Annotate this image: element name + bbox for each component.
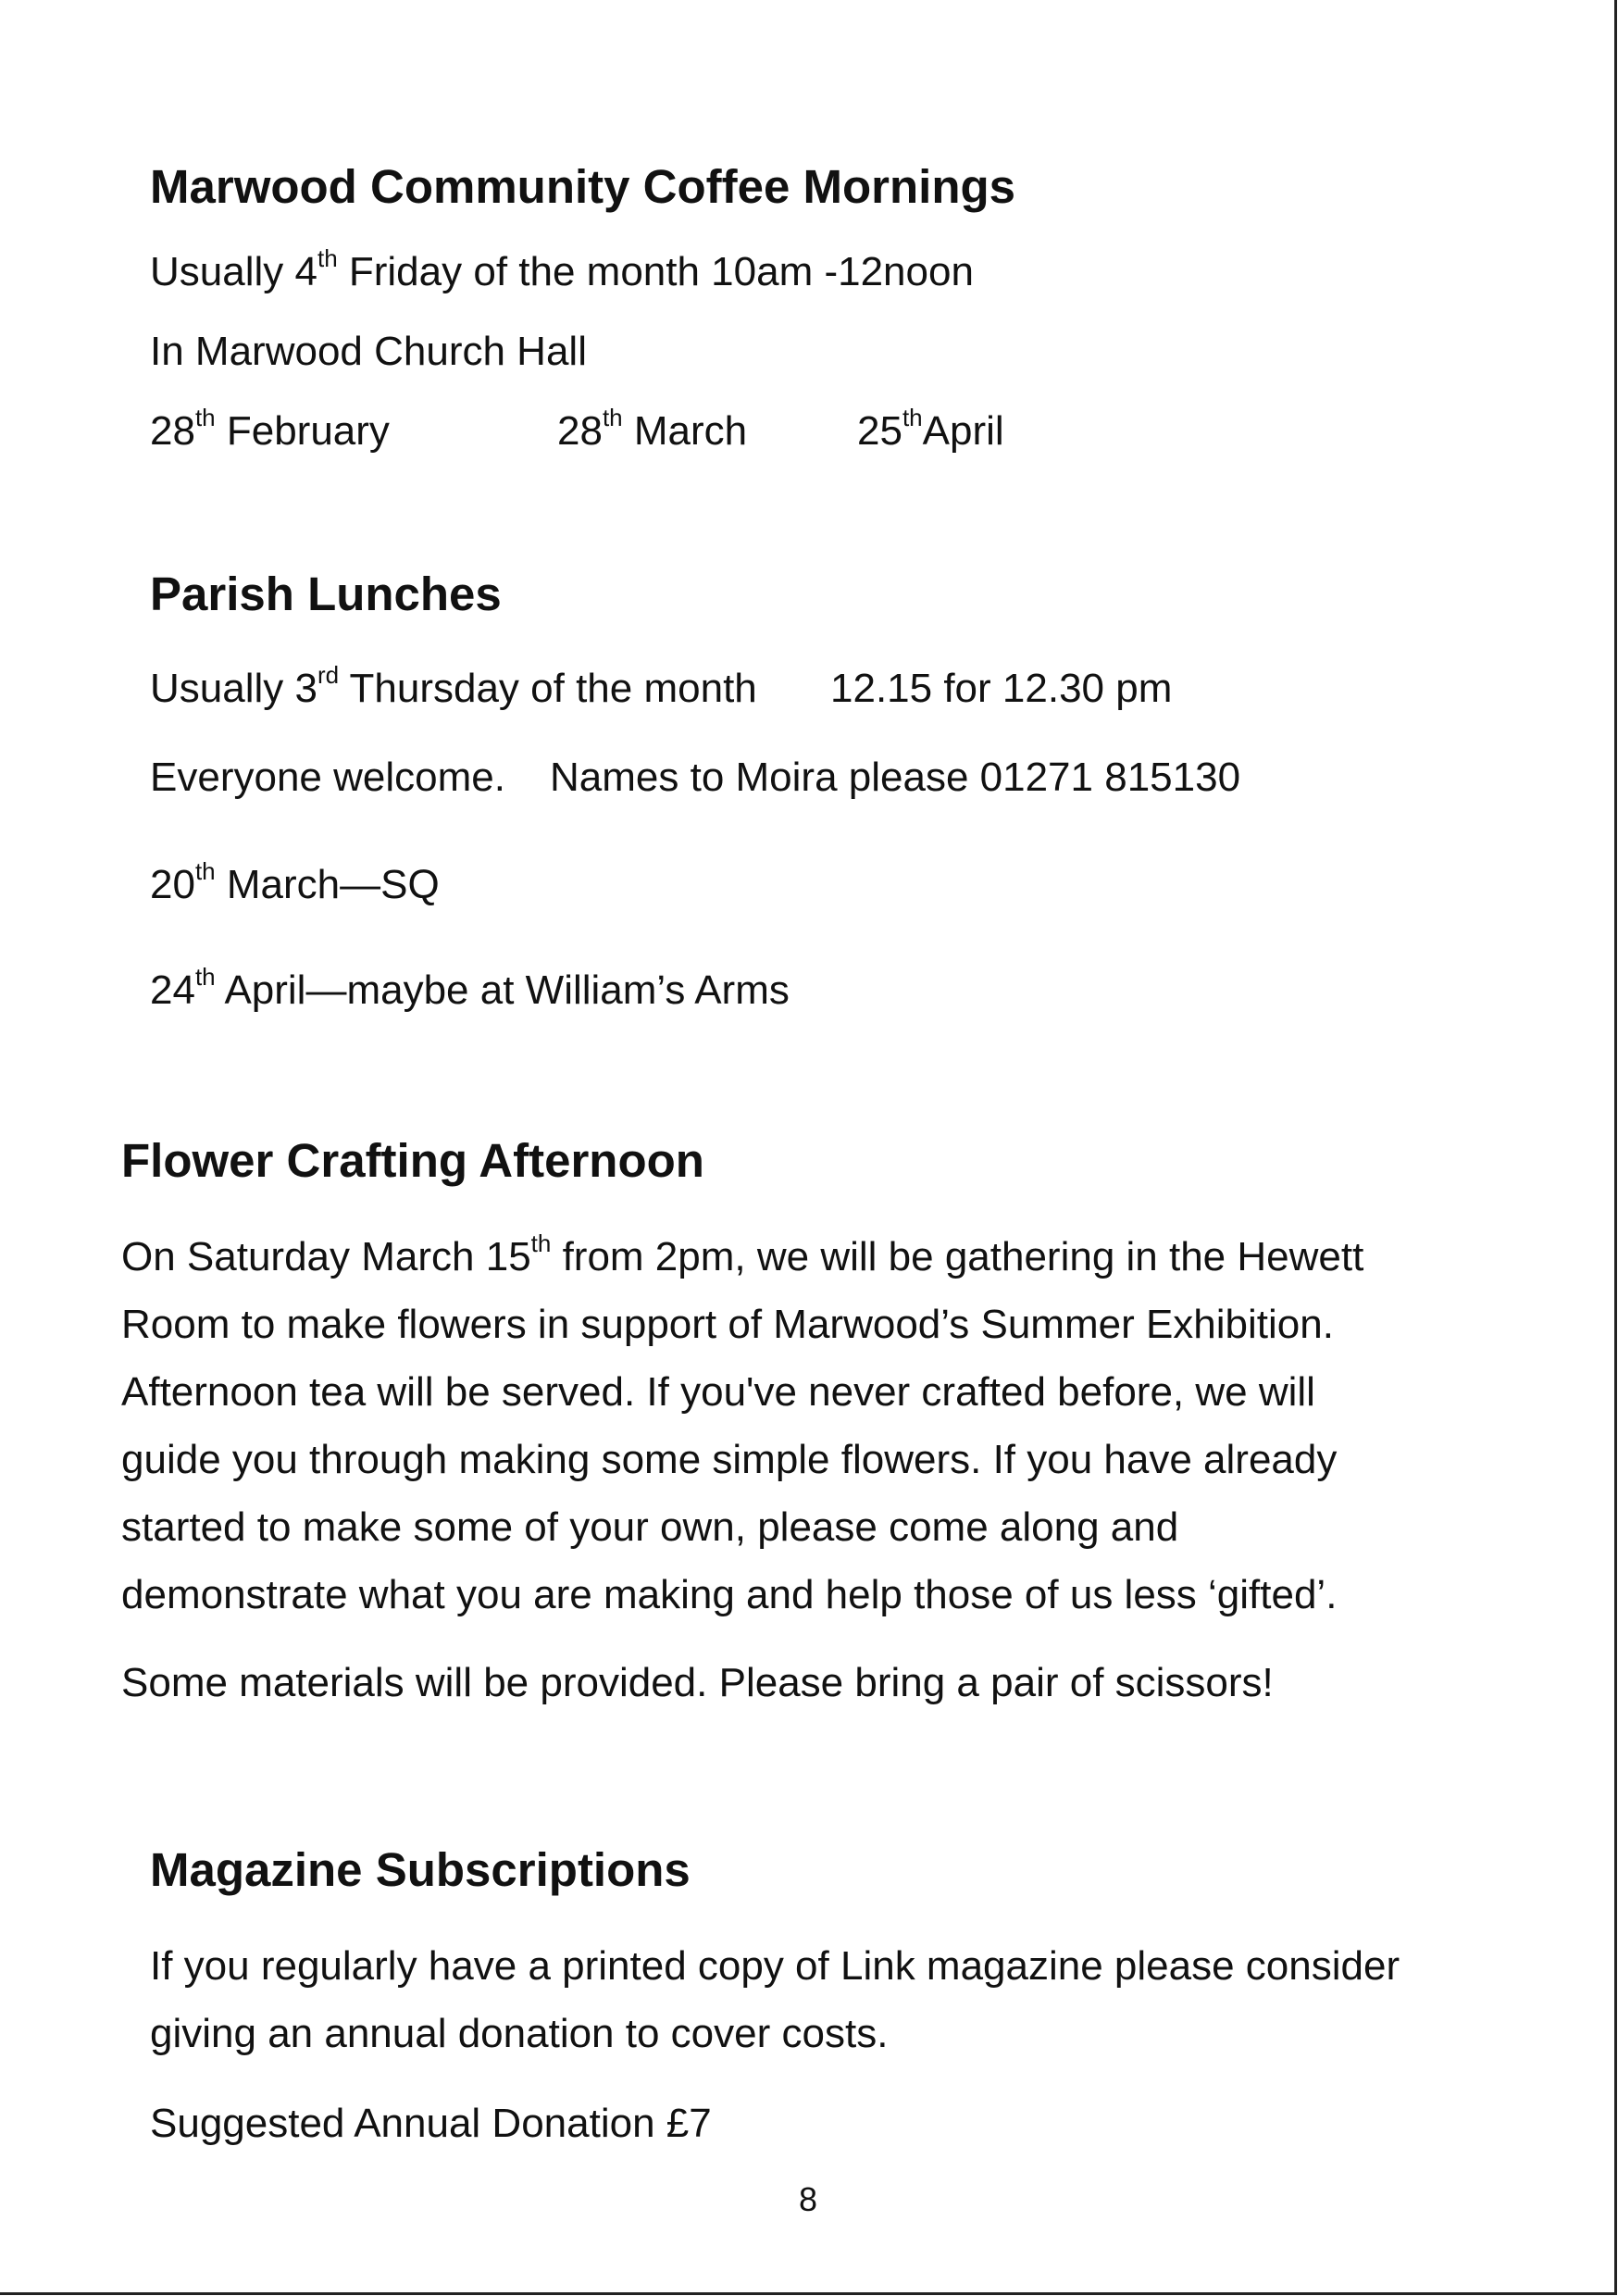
flower-paragraph-line: guide you through making some simple flowers. If you have already [121,1437,1338,1482]
page-number: 8 [799,2180,818,2218]
coffee-schedule: Usually 4th Friday of the month 10am -12noon [150,244,974,294]
coffee-date: 28th February [150,404,390,454]
parish-lunches-heading: Parish Lunches [150,568,502,620]
lunch-event: 20th March—SQ [150,857,440,907]
flower-paragraph-line: Room to make flowers in support of Marwood’s Summer Exhibition. [121,1302,1334,1347]
magazine-donation: Suggested Annual Donation £7 [150,2101,712,2146]
coffee-mornings-heading: Marwood Community Coffee Mornings [150,160,1015,213]
coffee-location: In Marwood Church Hall [150,329,587,374]
flower-paragraph-line: On Saturday March 15th from 2pm, we will be gathering in the Hewett [121,1229,1364,1279]
lunch-schedule: Usually 3rd Thursday of the month [150,661,757,711]
flower-materials: Some materials will be provided. Please bring a pair of scissors! [121,1660,1274,1705]
coffee-date: 28th March [557,404,748,454]
flower-paragraph-line: Afternoon tea will be served. If you've never crafted before, we will [121,1369,1315,1415]
lunch-contact: Names to Moira please 01271 815130 [550,755,1241,800]
lunch-time: 12.15 for 12.30 pm [830,666,1173,711]
magazine-paragraph-line: If you regularly have a printed copy of Link magazine please consider [150,1943,1400,1989]
magazine-paragraph-line: giving an annual donation to cover costs. [150,2011,889,2056]
flower-crafting-heading: Flower Crafting Afternoon [121,1134,704,1187]
magazine-subscriptions-heading: Magazine Subscriptions [150,1843,691,1896]
coffee-date: 25thApril [857,404,1004,454]
flower-paragraph-line: demonstrate what you are making and help those of us less ‘gifted’. [121,1572,1338,1617]
lunch-event: 24th April—maybe at William’s Arms [150,963,790,1013]
lunch-welcome: Everyone welcome. [150,755,505,800]
flower-paragraph-line: started to make some of your own, please come along and [121,1504,1179,1550]
